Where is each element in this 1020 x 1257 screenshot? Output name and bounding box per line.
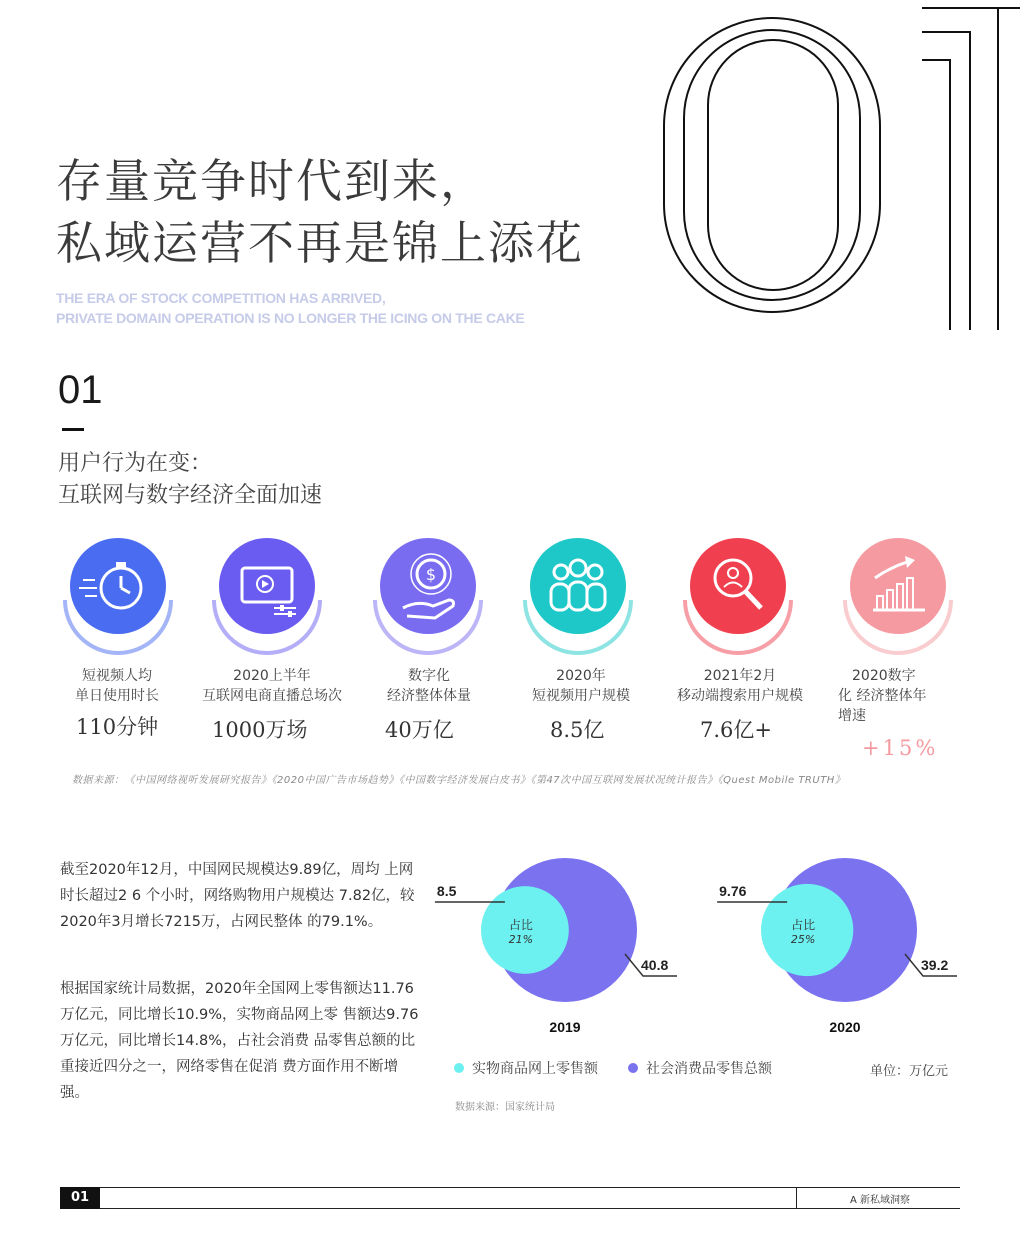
stat-2-label-line1: 2020上半年 <box>233 668 311 684</box>
legend-item-online <box>454 1058 598 1078</box>
stat-label-4 <box>506 666 656 706</box>
big-01-decoration <box>660 0 1020 330</box>
outer-value-2019: 40.8 <box>641 957 669 973</box>
stat-1-label-line1: 短视频人均 <box>82 668 152 684</box>
group-icon <box>508 538 648 648</box>
svg-text:$: $ <box>425 565 437 584</box>
legend-dot-online <box>454 1063 464 1073</box>
stat-value-2: 1000万场 <box>212 718 308 742</box>
stat-label-2 <box>192 666 352 706</box>
footer-bar <box>60 1187 960 1209</box>
stat-3-label-line2: 经济整体体量 <box>387 688 471 704</box>
chart-source-note: 数据来源：国家统计局 <box>455 1102 555 1113</box>
hero-title-line1: 存量竞争时代到来， <box>56 154 488 208</box>
growth-chart-icon <box>828 538 968 648</box>
stat-value-5: 7.6亿+ <box>700 718 772 742</box>
retail-circle-chart <box>436 850 970 1045</box>
stat-label-1 <box>42 666 192 706</box>
search-user-icon <box>668 538 808 648</box>
stat-2-label-line2: 互联网电商直播总场次 <box>202 688 342 704</box>
stat-3-label-line1: 数字化 <box>408 668 450 684</box>
stat-6-label-line1: 2020数字 <box>852 668 916 684</box>
stat-5-label-line2: 移动端搜索用户规模 <box>677 688 803 704</box>
stat-4-label-line2: 短视频用户规模 <box>532 688 630 704</box>
section-divider <box>62 428 84 431</box>
data-source-note: 数据来源：《中国网络视听发展研究报告》《2020中国广告市场趋势》《中国数字经济发展白皮书》《第47次中国互联网发展状况统计报告》《Quest Mobile TRUTH》 <box>72 775 846 786</box>
hero-title <box>56 150 584 274</box>
section-title <box>58 448 322 512</box>
stat-1-label-line2: 单日使用时长 <box>75 688 159 704</box>
hero-en-line1: THE ERA OF STOCK COMPETITION HAS ARRIVED, <box>56 290 386 306</box>
stat-6-label-line3: 增速 <box>838 708 866 724</box>
paragraph-netizens: 截至2020年12月，中国网民规模达9.89亿，周均 上网时长超过2 6 个小时，网络购物用户规模达 7.82亿，较2020年3月增长7215万，占网民整体 的79.1%。 <box>60 862 415 930</box>
stat-label-5 <box>660 666 820 706</box>
share-label-2019: 占比 <box>508 918 533 932</box>
outer-value-2020: 39.2 <box>921 957 949 973</box>
stat-4-label-line1: 2020年 <box>556 668 606 684</box>
year-label-2020: 2020 <box>829 1019 861 1035</box>
hero-english-subtitle <box>56 288 524 328</box>
inner-value-2019: 8.5 <box>436 883 457 899</box>
legend-item-total <box>628 1058 772 1078</box>
hero-title-line2: 私域运营不再是锦上添花 <box>56 216 584 270</box>
stopwatch-icon <box>48 538 188 648</box>
stat-label-3 <box>354 666 504 706</box>
share-value-2020: 25% <box>790 933 816 946</box>
footer-page-number: 01 <box>60 1187 100 1209</box>
paragraph-retail: 根据国家统计局数据，2020年全国网上零售额达11.76万亿元，同比增长10.9%，实物商品网上零 售额达9.76万亿元，同比增长14.8%，占社会消费 品零售总额的比重接近四分之一，网络零售在促消 费方面作用不断增强。 <box>60 981 419 1101</box>
video-player-icon <box>197 538 337 648</box>
share-value-2019: 21% <box>508 933 534 946</box>
section-title-line1: 用户行为在变： <box>58 451 213 476</box>
stat-value-6: +15% <box>862 736 939 760</box>
legend-label-online: 实物商品网上零售额 <box>472 1061 598 1077</box>
unit-label: 单位：万亿元 <box>870 1064 949 1079</box>
legend-label-total: 社会消费品零售总额 <box>646 1061 772 1077</box>
stat-value-4: 8.5亿 <box>550 718 605 742</box>
share-label-2020: 占比 <box>791 918 816 932</box>
legend-dot-total <box>628 1063 638 1073</box>
section-title-line2: 互联网与数字经济全面加速 <box>58 483 323 508</box>
stat-value-3: 40万亿 <box>385 718 454 742</box>
footer-brand: A 新私域洞察 <box>850 1195 911 1206</box>
stat-label-6 <box>838 666 948 726</box>
section-number: 01 <box>58 368 103 412</box>
inner-value-2020: 9.76 <box>719 883 747 899</box>
year-label-2019: 2019 <box>549 1019 581 1035</box>
hero-en-line2: PRIVATE DOMAIN OPERATION IS NO LONGER THE ICING ON THE CAKE <box>56 310 525 326</box>
stat-5-label-line1: 2021年2月 <box>703 668 777 684</box>
stat-6-label-line2: 化 经济整体年 <box>838 688 927 704</box>
stat-value-1: 110分钟 <box>76 715 159 739</box>
footer-divider <box>796 1187 797 1209</box>
coin-hand-icon <box>358 538 498 648</box>
